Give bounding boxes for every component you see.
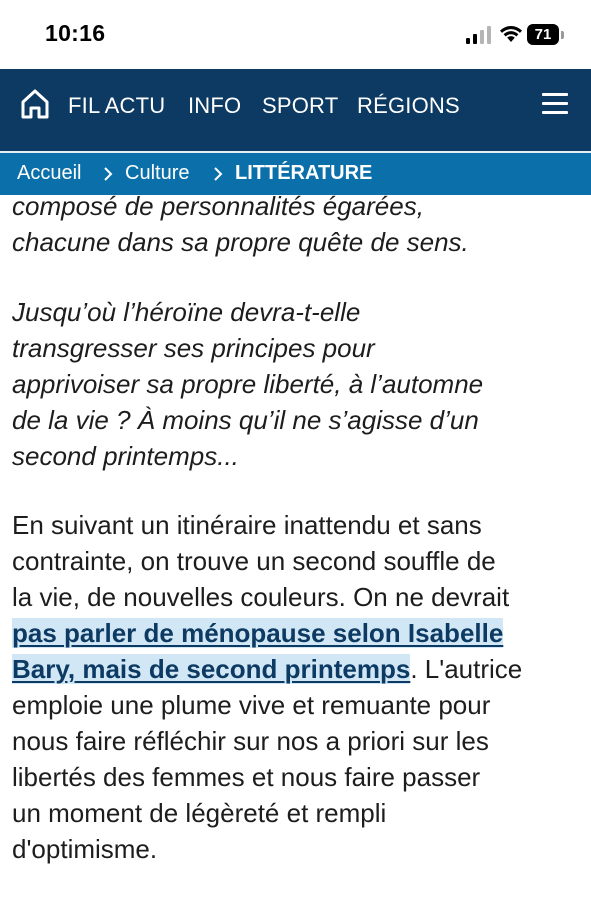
battery-level: 71 — [534, 26, 552, 43]
text-line: d'optimisme. — [12, 834, 158, 864]
cellular-signal-icon — [465, 26, 493, 44]
article-link[interactable]: Bary, mais de second printemps — [12, 654, 411, 684]
nav-item-regions[interactable]: RÉGIONS — [357, 93, 460, 118]
text-line: libertés des femmes et nous faire passer — [12, 762, 481, 792]
wifi-icon — [499, 24, 523, 44]
text-line — [12, 651, 584, 687]
nav-item-sport[interactable]: SPORT — [262, 93, 339, 118]
text-line: emploie une plume vive et remuante pour — [12, 690, 491, 720]
nav-item-info[interactable]: INFO — [188, 93, 242, 118]
text-fragment: . L'autrice — [410, 654, 523, 684]
text-line: transgresser ses principes pour — [12, 333, 375, 363]
text-line — [12, 615, 584, 651]
article-paragraph — [12, 195, 584, 260]
article-link[interactable]: pas parler de ménopause selon Isabelle — [12, 618, 504, 648]
breadcrumb-item-accueil[interactable]: Accueil — [17, 162, 82, 184]
nav-item-fil-actu[interactable]: FIL ACTU — [68, 93, 166, 118]
article-paragraph — [12, 507, 584, 867]
text-line: Jusqu’où l’héroïne devra-t-elle — [12, 297, 361, 327]
home-icon[interactable] — [20, 88, 50, 120]
text-line: apprivoiser sa propre liberté, à l’automne — [12, 369, 484, 399]
text-line: contrainte, on trouve un second souffle de — [12, 546, 496, 576]
chevron-right-icon — [103, 167, 113, 181]
text-line: un moment de légèreté et rempli — [12, 798, 387, 828]
battery-cap — [561, 31, 564, 39]
battery-indicator — [527, 24, 565, 46]
article-body — [0, 195, 591, 900]
status-time: 10:16 — [45, 20, 106, 46]
hamburger-menu-icon[interactable] — [540, 91, 570, 117]
article-paragraph — [12, 294, 584, 474]
status-bar — [0, 0, 591, 69]
top-navigation — [0, 69, 591, 151]
text-line: nous faire réfléchir sur nos a priori sur les — [12, 726, 489, 756]
text-line: la vie, de nouvelles couleurs. On ne devrait — [12, 582, 510, 612]
text-line: En suivant un itinéraire inattendu et sans — [12, 510, 482, 540]
text-line: de la vie ? À moins qu’il ne s’agisse d’un — [12, 405, 479, 435]
text-line: chacune dans sa propre quête de sens. — [12, 227, 469, 257]
text-line: second printemps... — [12, 441, 239, 471]
breadcrumb-item-litterature: LITTÉRATURE — [235, 162, 373, 184]
chevron-right-icon — [213, 167, 223, 181]
breadcrumb — [0, 153, 591, 195]
breadcrumb-item-culture[interactable]: Culture — [125, 162, 190, 184]
text-line: composé de personnalités égarées, — [12, 195, 424, 221]
